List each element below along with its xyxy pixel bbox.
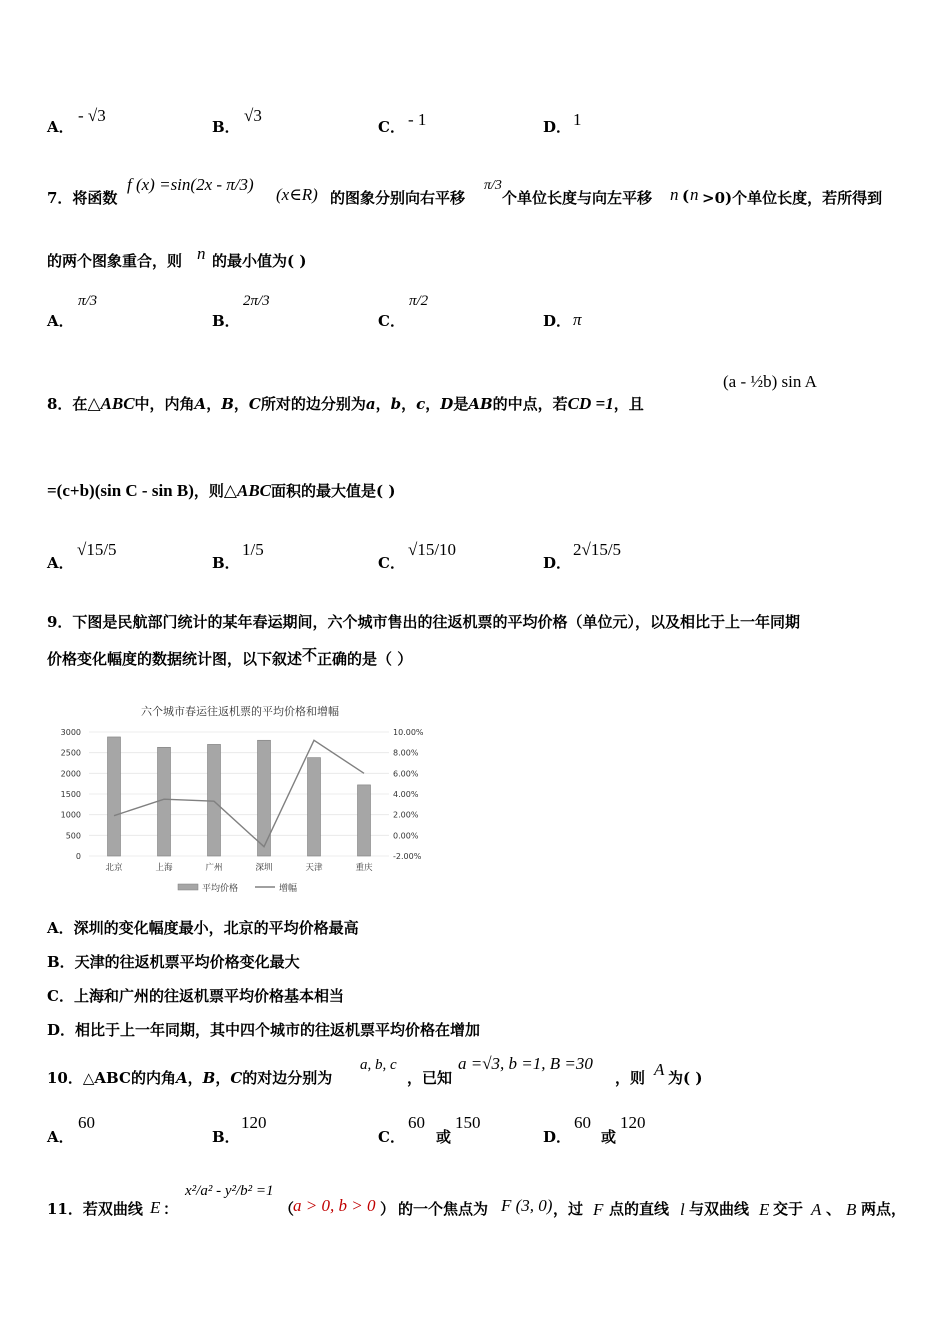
q7-option-a-label: A． (47, 312, 74, 330)
category-label: 重庆 (355, 863, 373, 873)
q11-text-2: ，过 (553, 1200, 584, 1218)
q11-equation: x²/a² - y²/b² =1 (185, 1183, 274, 1199)
q7-option-d-label: D． (543, 312, 572, 330)
q8-option-b-value: 1/5 (242, 540, 264, 559)
q6-option-c-value: - 1 (408, 110, 427, 129)
q7-text-4: >0)个单位长度，若所得到 (702, 189, 883, 207)
q7-option-c-label: C． (378, 312, 405, 330)
right-tick-label: 0.00% (393, 831, 419, 841)
q7-n-2: n (690, 185, 699, 204)
q8-option-d-value: 2√15/5 (573, 540, 622, 559)
q10-option-d-or: 或 (601, 1128, 617, 1146)
q7-number: 7．将函数 (47, 189, 118, 207)
q8-option-a-value: √15/5 (77, 540, 117, 559)
q8-equation-2: =(c+b)(sin C - sin B) (47, 481, 194, 500)
legend-line-label: 增幅 (279, 884, 298, 894)
legend-bar-swatch (178, 884, 198, 890)
q10-number: 10． (47, 1069, 83, 1087)
q8-text-6: ，则 (193, 482, 224, 500)
growth-line (114, 740, 364, 846)
q10-A: A (175, 1069, 188, 1087)
q10-text-4: ，则 (615, 1069, 646, 1087)
q8-a: a (365, 395, 376, 413)
chart-gridlines (89, 732, 389, 856)
chart-left-axis-ticks (61, 728, 81, 861)
q8-text-2: 所对的边分别为 (260, 395, 366, 413)
q10-option-b-label: B． (212, 1128, 240, 1146)
q11-focus: F (3, 0) (501, 1196, 553, 1215)
q7-line2-b: 的最小值为( ) (212, 252, 307, 270)
q8-option-c-label: C． (378, 554, 405, 572)
q8-number: 8．在 (47, 395, 88, 413)
q10-option-d-value-2: 120 (620, 1113, 646, 1132)
q8-b: b (390, 395, 402, 413)
q8-A: A (194, 395, 207, 413)
chart-legend (178, 882, 297, 894)
q7-line2-a: 的两个图象重合，则 (47, 252, 183, 270)
q11-number: 11．若双曲线 (47, 1200, 143, 1218)
q7-shift: π/3 (484, 178, 502, 193)
q7-text-2: 个单位长度与向左平移 (502, 189, 653, 207)
left-tick-label: 1500 (60, 790, 81, 799)
q10-text-3: ，已知 (407, 1069, 453, 1087)
q11-F: F (593, 1200, 604, 1219)
chart-line-series (114, 740, 364, 846)
q8-option-a-label: A． (47, 554, 74, 572)
q8-text-7: 面积的最大值是( ) (271, 482, 396, 500)
q6-option-b-label: B． (212, 118, 240, 136)
category-label: 天津 (305, 863, 323, 873)
q9-line-1: 9．下图是民航部门统计的某年春运期间，六个城市售出的往返机票的平均价格（单位元），以及相比于上一年同期 (47, 613, 800, 631)
q7-option-b-label: B． (212, 312, 240, 330)
q9-option-a: A．深圳的变化幅度最小，北京的平均价格最高 (47, 919, 359, 937)
q10-option-c-label: C． (378, 1128, 405, 1146)
left-tick-label: 500 (65, 831, 81, 841)
q10-option-a-label: A． (47, 1128, 74, 1146)
left-tick-label: 2000 (60, 769, 81, 779)
left-tick-label: 0 (75, 852, 81, 861)
q10-option-a-value: 60 (78, 1113, 95, 1132)
left-tick-label: 2500 (60, 748, 81, 758)
bar-上海 (158, 747, 171, 856)
q11-cond-close: ） (380, 1200, 396, 1218)
q11-colon: ： (163, 1200, 179, 1218)
q8-text-3: 是 (453, 395, 469, 413)
bar-北京 (108, 737, 121, 856)
q11-E: E (150, 1198, 161, 1217)
chart-title: 六个城市春运往返机票的平均价格和增幅 (141, 705, 339, 718)
q11-l: l (680, 1200, 685, 1219)
q11-text-6: 、 (826, 1200, 842, 1218)
left-tick-label: 1000 (60, 810, 81, 820)
right-tick-label: 4.00% (393, 790, 419, 799)
q7-option-b-value: 2π/3 (243, 293, 270, 309)
q11-text-7: 两点， (861, 1200, 907, 1218)
legend-bar-label: 平均价格 (202, 884, 239, 894)
q10-sides: a, b, c (360, 1057, 397, 1073)
q6-option-a-value: - √3 (78, 106, 106, 125)
q10-A-2: A (654, 1060, 665, 1079)
chart-right-axis-ticks (393, 728, 424, 861)
q9-chart (47, 698, 437, 898)
q9-option-b: B．天津的往返机票平均价格变化最大 (47, 953, 300, 971)
right-tick-label: 8.00% (393, 748, 419, 758)
q10-text-2: 的对边分别为 (242, 1069, 333, 1087)
q8-text-1: 中，内角 (134, 395, 195, 413)
q8-triangle: △ABC (87, 394, 135, 413)
category-label: 广州 (205, 863, 223, 873)
q11-B: B (846, 1200, 857, 1219)
q7-n-3: n (197, 244, 206, 263)
q7-option-a-value: π/3 (78, 293, 98, 309)
right-tick-label: -2.00% (393, 852, 422, 861)
q10-B: B (202, 1069, 216, 1087)
q6-option-d-value: 1 (573, 110, 582, 129)
q8-c: c (416, 395, 426, 413)
q6-option-b-value: √3 (244, 106, 262, 125)
q7-text-1: 的图象分别向右平移 (330, 189, 466, 207)
q8-triangle-2: △ABC (223, 481, 271, 500)
q9-line-2-a: 价格变化幅度的数据统计图，以下叙述 (47, 650, 303, 668)
chart-category-labels (105, 862, 373, 873)
q8-cd: CD =1 (567, 394, 614, 413)
q11-text-5: 交于 (773, 1200, 804, 1218)
q10-text-1: 的内角 (130, 1069, 176, 1087)
right-tick-label: 2.00% (393, 810, 419, 820)
q10-option-c-value-2: 150 (455, 1113, 481, 1132)
q8-B: B (221, 395, 234, 413)
category-label: 北京 (105, 863, 123, 873)
bar-重庆 (358, 785, 371, 856)
category-label: 上海 (155, 863, 173, 873)
q11-cond-open: （ (279, 1200, 295, 1218)
q6-option-d-label: D． (543, 118, 572, 136)
q7-option-d-value: π (573, 310, 582, 329)
q11-text-1: 的一个焦点为 (398, 1200, 489, 1218)
bar-天津 (308, 758, 321, 856)
q10-option-c-or: 或 (436, 1128, 452, 1146)
q7-option-c-value: π/2 (409, 293, 429, 309)
q8-text-5: ，且 (613, 395, 644, 413)
q10-option-b-value: 120 (241, 1113, 267, 1132)
q7-function: f (x) =sin(2x - π/3) (127, 175, 254, 194)
q8-option-d-label: D． (543, 554, 572, 572)
q7-n: n (670, 185, 679, 204)
q10-triangle: △ABC (82, 1069, 131, 1087)
right-tick-label: 10.00% (393, 728, 424, 737)
q10-option-d-value-1: 60 (574, 1113, 591, 1132)
bar-广州 (208, 744, 221, 856)
left-tick-label: 3000 (60, 728, 81, 737)
q9-option-d: D．相比于上一年同期，其中四个城市的往返机票平均价格在增加 (47, 1021, 481, 1039)
chart-bars (108, 737, 371, 856)
q10-given: a =√3, b =1, B =30 (458, 1054, 593, 1073)
q9-line-2-c: 正确的是（ ） (317, 650, 413, 668)
q10-option-c-value-1: 60 (408, 1113, 425, 1132)
q11-A: A (811, 1200, 822, 1219)
q11-E-2: E (759, 1200, 770, 1219)
q8-C: C (248, 395, 261, 413)
q6-option-c-label: C． (378, 118, 405, 136)
q10-option-d-label: D． (543, 1128, 572, 1146)
q7-text-3: ( (682, 187, 690, 205)
q9-line-2-not: 不 (302, 646, 318, 664)
q11-condition: a > 0, b > 0 (293, 1196, 376, 1215)
q8-equation-1: (a - ½b) sin A (723, 372, 817, 391)
q11-text-4: 与双曲线 (689, 1200, 750, 1218)
q8-option-c-value: √15/10 (408, 540, 457, 559)
q7-domain: (x∈R) (276, 185, 318, 204)
q8-text-4: 的中点，若 (492, 395, 568, 413)
q9-option-c: C．上海和广州的往返机票平均价格基本相当 (47, 987, 344, 1005)
q8-AB: AB (468, 395, 493, 413)
q11-text-3: 点的直线 (609, 1200, 670, 1218)
category-label: 深圳 (255, 863, 273, 873)
q6-option-a-label: A． (47, 118, 74, 136)
right-tick-label: 6.00% (393, 769, 419, 779)
q8-option-b-label: B． (212, 554, 240, 572)
q8-D: D (440, 395, 454, 413)
q10-text-5: 为( ) (668, 1069, 703, 1087)
q10-C: C (230, 1069, 243, 1087)
